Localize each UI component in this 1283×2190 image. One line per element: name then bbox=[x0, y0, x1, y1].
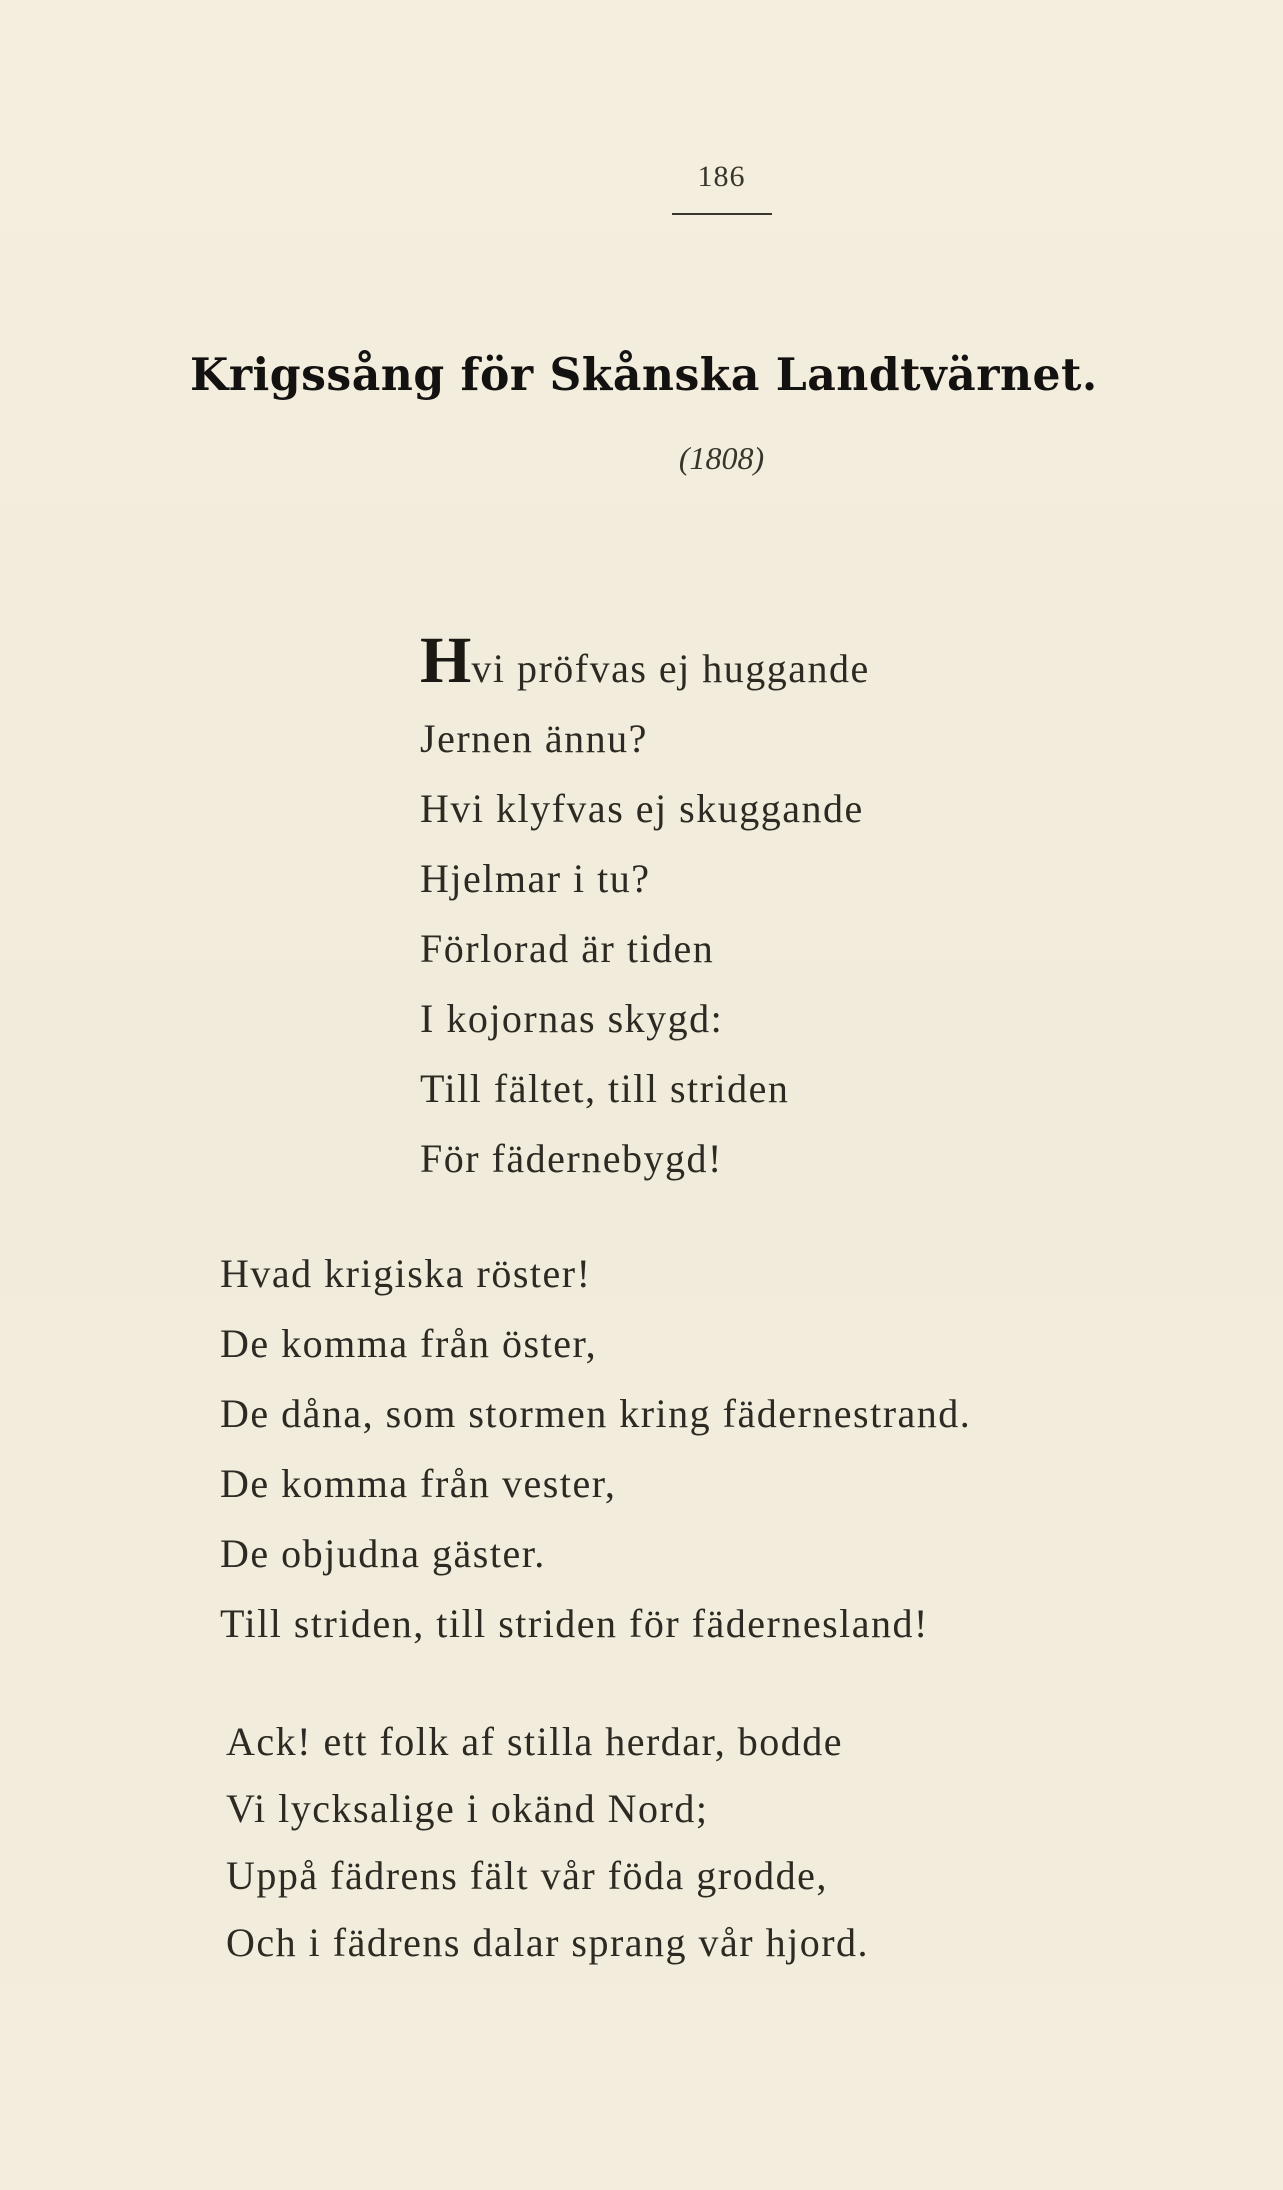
stanza-1 bbox=[420, 624, 870, 1194]
page-number: 186 bbox=[697, 160, 746, 193]
verse-line: De komma från vester, bbox=[220, 1461, 617, 1506]
poem-title: Krigssång för Skånska Landtvärnet. bbox=[190, 348, 1098, 401]
verse-line: Hvi pröfvas ej huggande bbox=[420, 624, 870, 697]
verse-line: Till striden, till striden för fädernesland! bbox=[220, 1601, 929, 1646]
stanza-3 bbox=[226, 1708, 869, 1976]
verse-line: Och i fädrens dalar sprang vår hjord. bbox=[226, 1920, 870, 1965]
verse-line: De objudna gäster. bbox=[220, 1531, 546, 1576]
verse-line: För fädernebygd! bbox=[420, 1136, 723, 1181]
verse-line: Uppå fädrens fält vår föda grodde, bbox=[226, 1853, 828, 1898]
verse-line: Hjelmar i tu? bbox=[420, 856, 651, 901]
verse-line: Hvi klyfvas ej skuggande bbox=[420, 786, 864, 831]
verse-line: De dåna, som stormen kring fädernestrand. bbox=[220, 1391, 972, 1436]
verse-line: I kojornas skygd: bbox=[420, 996, 724, 1041]
verse-line: De komma från öster, bbox=[220, 1321, 598, 1366]
stanza-2 bbox=[220, 1239, 971, 1659]
verse-line: Förlorad är tiden bbox=[420, 926, 715, 971]
verse-line: Hvad krigiska röster! bbox=[220, 1251, 592, 1296]
poem-year: (1808) bbox=[678, 440, 765, 476]
verse-line: Vi lycksalige i okänd Nord; bbox=[226, 1786, 709, 1831]
verse-line: Till fältet, till striden bbox=[420, 1066, 790, 1111]
verse-line: Jernen ännu? bbox=[420, 716, 648, 761]
page-number-rule bbox=[672, 213, 772, 215]
drop-cap: H bbox=[420, 624, 472, 697]
verse-line: Ack! ett folk af stilla herdar, bodde bbox=[226, 1719, 844, 1764]
